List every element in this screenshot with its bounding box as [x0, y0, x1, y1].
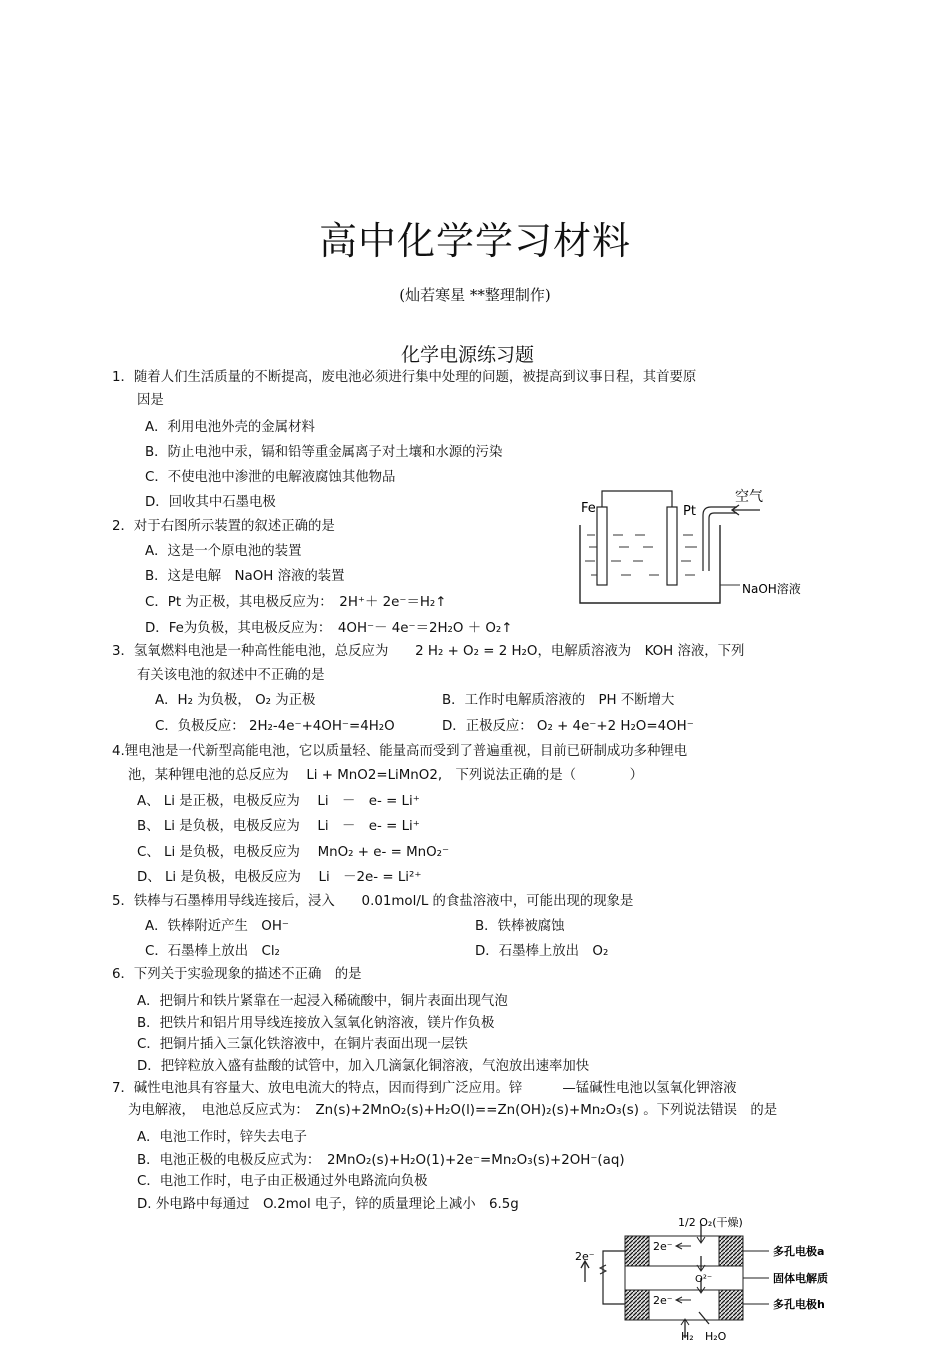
solid-electrolyte-label: 固体电解质	[773, 1272, 828, 1285]
porous-electrode-a-label: 多孔电极a	[773, 1245, 825, 1258]
q6-option-c: C．把铜片插入三氯化铁溶液中，在铜片表面出现一层铁	[137, 1037, 468, 1052]
fuel-cell-figure	[573, 1212, 843, 1342]
pt-label: Pt	[683, 504, 696, 519]
q6-stem: 6．下列关于实验现象的描述不正确 的是	[112, 967, 362, 982]
q7-stem: 7．碱性电池具有容量大、放电电流大的特点，因而得到广泛应用。锌 —锰碱性电池以氢氧化钾溶液	[112, 1081, 737, 1096]
document-title: 高中化学学习材料	[318, 219, 631, 263]
q3-option-b: B．工作时电解质溶液的 PH 不断增大	[442, 693, 675, 708]
h2-label: H₂	[681, 1330, 694, 1342]
q2-stem: 2．对于右图所示装置的叙述正确的是	[112, 519, 335, 534]
section-heading: 化学电源练习题	[400, 344, 534, 366]
q4-stem-cont: 池，某种锂电池的总反应为 Li + MnO2=LiMnO2, 下列说法正确的是（ ）	[128, 768, 643, 783]
electron-bottom-label: 2e⁻	[653, 1294, 673, 1307]
q7-option-d: D. 外电路中每通过 O.2mol 电子，锌的质量理论上减小 6.5g	[137, 1197, 519, 1212]
electrolysis-apparatus-figure	[575, 485, 815, 610]
q6-option-d: D．把锌粒放入盛有盐酸的试管中，加入几滴氯化铜溶液，气泡放出速率加快	[137, 1059, 590, 1074]
q2-option-c: C．Pt 为正极，其电极反应为： 2H⁺＋ 2e⁻＝H₂↑	[145, 595, 447, 610]
document-subtitle: (灿若寒星 **整理制作)	[399, 286, 551, 304]
air-label: 空气	[735, 489, 763, 505]
q4-stem: 4.锂电池是一代新型高能电池，它以质量轻、能量高而受到了普遍重视，目前已研制成功多种锂电	[112, 744, 688, 759]
q6-option-a: A．把铜片和铁片紧靠在一起浸入稀硫酸中，铜片表面出现气泡	[137, 994, 508, 1009]
q1-stem: 1．随着人们生活质量的不断提高，废电池必须进行集中处理的问题，被提高到议事日程，其首要原	[112, 370, 697, 385]
q7-option-a: A．电池工作时，锌失去电子	[137, 1130, 307, 1145]
electron-circuit-label: 2e⁻	[575, 1250, 595, 1263]
q5-option-c: C．石墨棒上放出 Cl₂	[145, 944, 280, 959]
q2-option-b: B．这是电解 NaOH 溶液的装置	[145, 569, 345, 584]
q2-option-d: D．Fe为负极，其电极反应为： 4OH⁻－ 4e⁻＝2H₂O ＋ O₂↑	[145, 621, 513, 636]
oxide-ion-label: O²⁻	[695, 1274, 713, 1285]
q2-option-a: A．这是一个原电池的装置	[145, 544, 302, 559]
q3-option-a: A．H₂ 为负极， O₂ 为正极	[155, 693, 316, 708]
q1-option-a: A．利用电池外壳的金属材料	[145, 420, 315, 435]
porous-electrode-b-label: 多孔电极h	[773, 1298, 825, 1311]
q7-stem-cont: 为电解液， 电池总反应式为： Zn(s)+2MnO₂(s)+H₂O(l)==Zn(OH)₂(s)+Mn₂O₃(s) 。下列说法错误 的是	[128, 1103, 778, 1118]
q3-stem: 3．氢氧燃料电池是一种高性能电池，总反应为 2 H₂ + O₂ = 2 H₂O，电解质溶液为 KOH 溶液，下列	[112, 644, 745, 659]
q1-option-c: C．不使电池中渗泄的电解液腐蚀其他物品	[145, 470, 396, 485]
h2o-label: H₂O	[705, 1330, 727, 1342]
fe-label: Fe	[581, 501, 596, 516]
electron-top-label: 2e⁻	[653, 1240, 673, 1253]
q1-option-d: D．回收其中石墨电极	[145, 495, 276, 510]
q3-option-d: D．正极反应： O₂ + 4e⁻+2 H₂O=4OH⁻	[442, 719, 694, 734]
o2-dry-label: 1/2 O₂(干燥)	[678, 1216, 743, 1229]
q4-option-b: B、 Li 是负极，电极反应为 Li － e- = Li⁺	[137, 819, 420, 834]
q5-option-d: D．石墨棒上放出 O₂	[475, 944, 609, 959]
naoh-solution-label: NaOH溶液	[742, 582, 801, 596]
q4-option-d: D、 Li 是负极，电极反应为 Li －2e- = Li²⁺	[137, 870, 422, 885]
q1-option-b: B．防止电池中汞，镉和铅等重金属离子对土壤和水源的污染	[145, 445, 503, 460]
q6-option-b: B．把铁片和铝片用导线连接放入氢氧化钠溶液，镁片作负极	[137, 1016, 495, 1031]
q4-option-a: A、 Li 是正极，电极反应为 Li － e- = Li⁺	[137, 794, 420, 809]
q1-stem-cont: 因是	[137, 393, 164, 408]
q4-option-c: C、 Li 是负极，电极反应为 MnO₂ + e- = MnO₂⁻	[137, 845, 450, 860]
q5-stem: 5．铁棒与石墨棒用导线连接后，浸入 0.01mol/L 的食盐溶液中，可能出现的现象是	[112, 894, 634, 909]
q7-option-c: C．电池工作时，电子由正极通过外电路流向负极	[137, 1174, 428, 1189]
q5-option-a: A．铁棒附近产生 OH⁻	[145, 919, 289, 934]
q3-option-c: C．负极反应： 2H₂-4e⁻+4OH⁻=4H₂O	[155, 719, 395, 734]
q3-stem-cont: 有关该电池的叙述中不正确的是	[137, 668, 325, 683]
q7-option-b: B．电池正极的电极反应式为： 2MnO₂(s)+H₂O(1)+2e⁻=Mn₂O₃(s)+2OH⁻(aq)	[137, 1153, 625, 1168]
q5-option-b: B．铁棒被腐蚀	[475, 919, 565, 934]
